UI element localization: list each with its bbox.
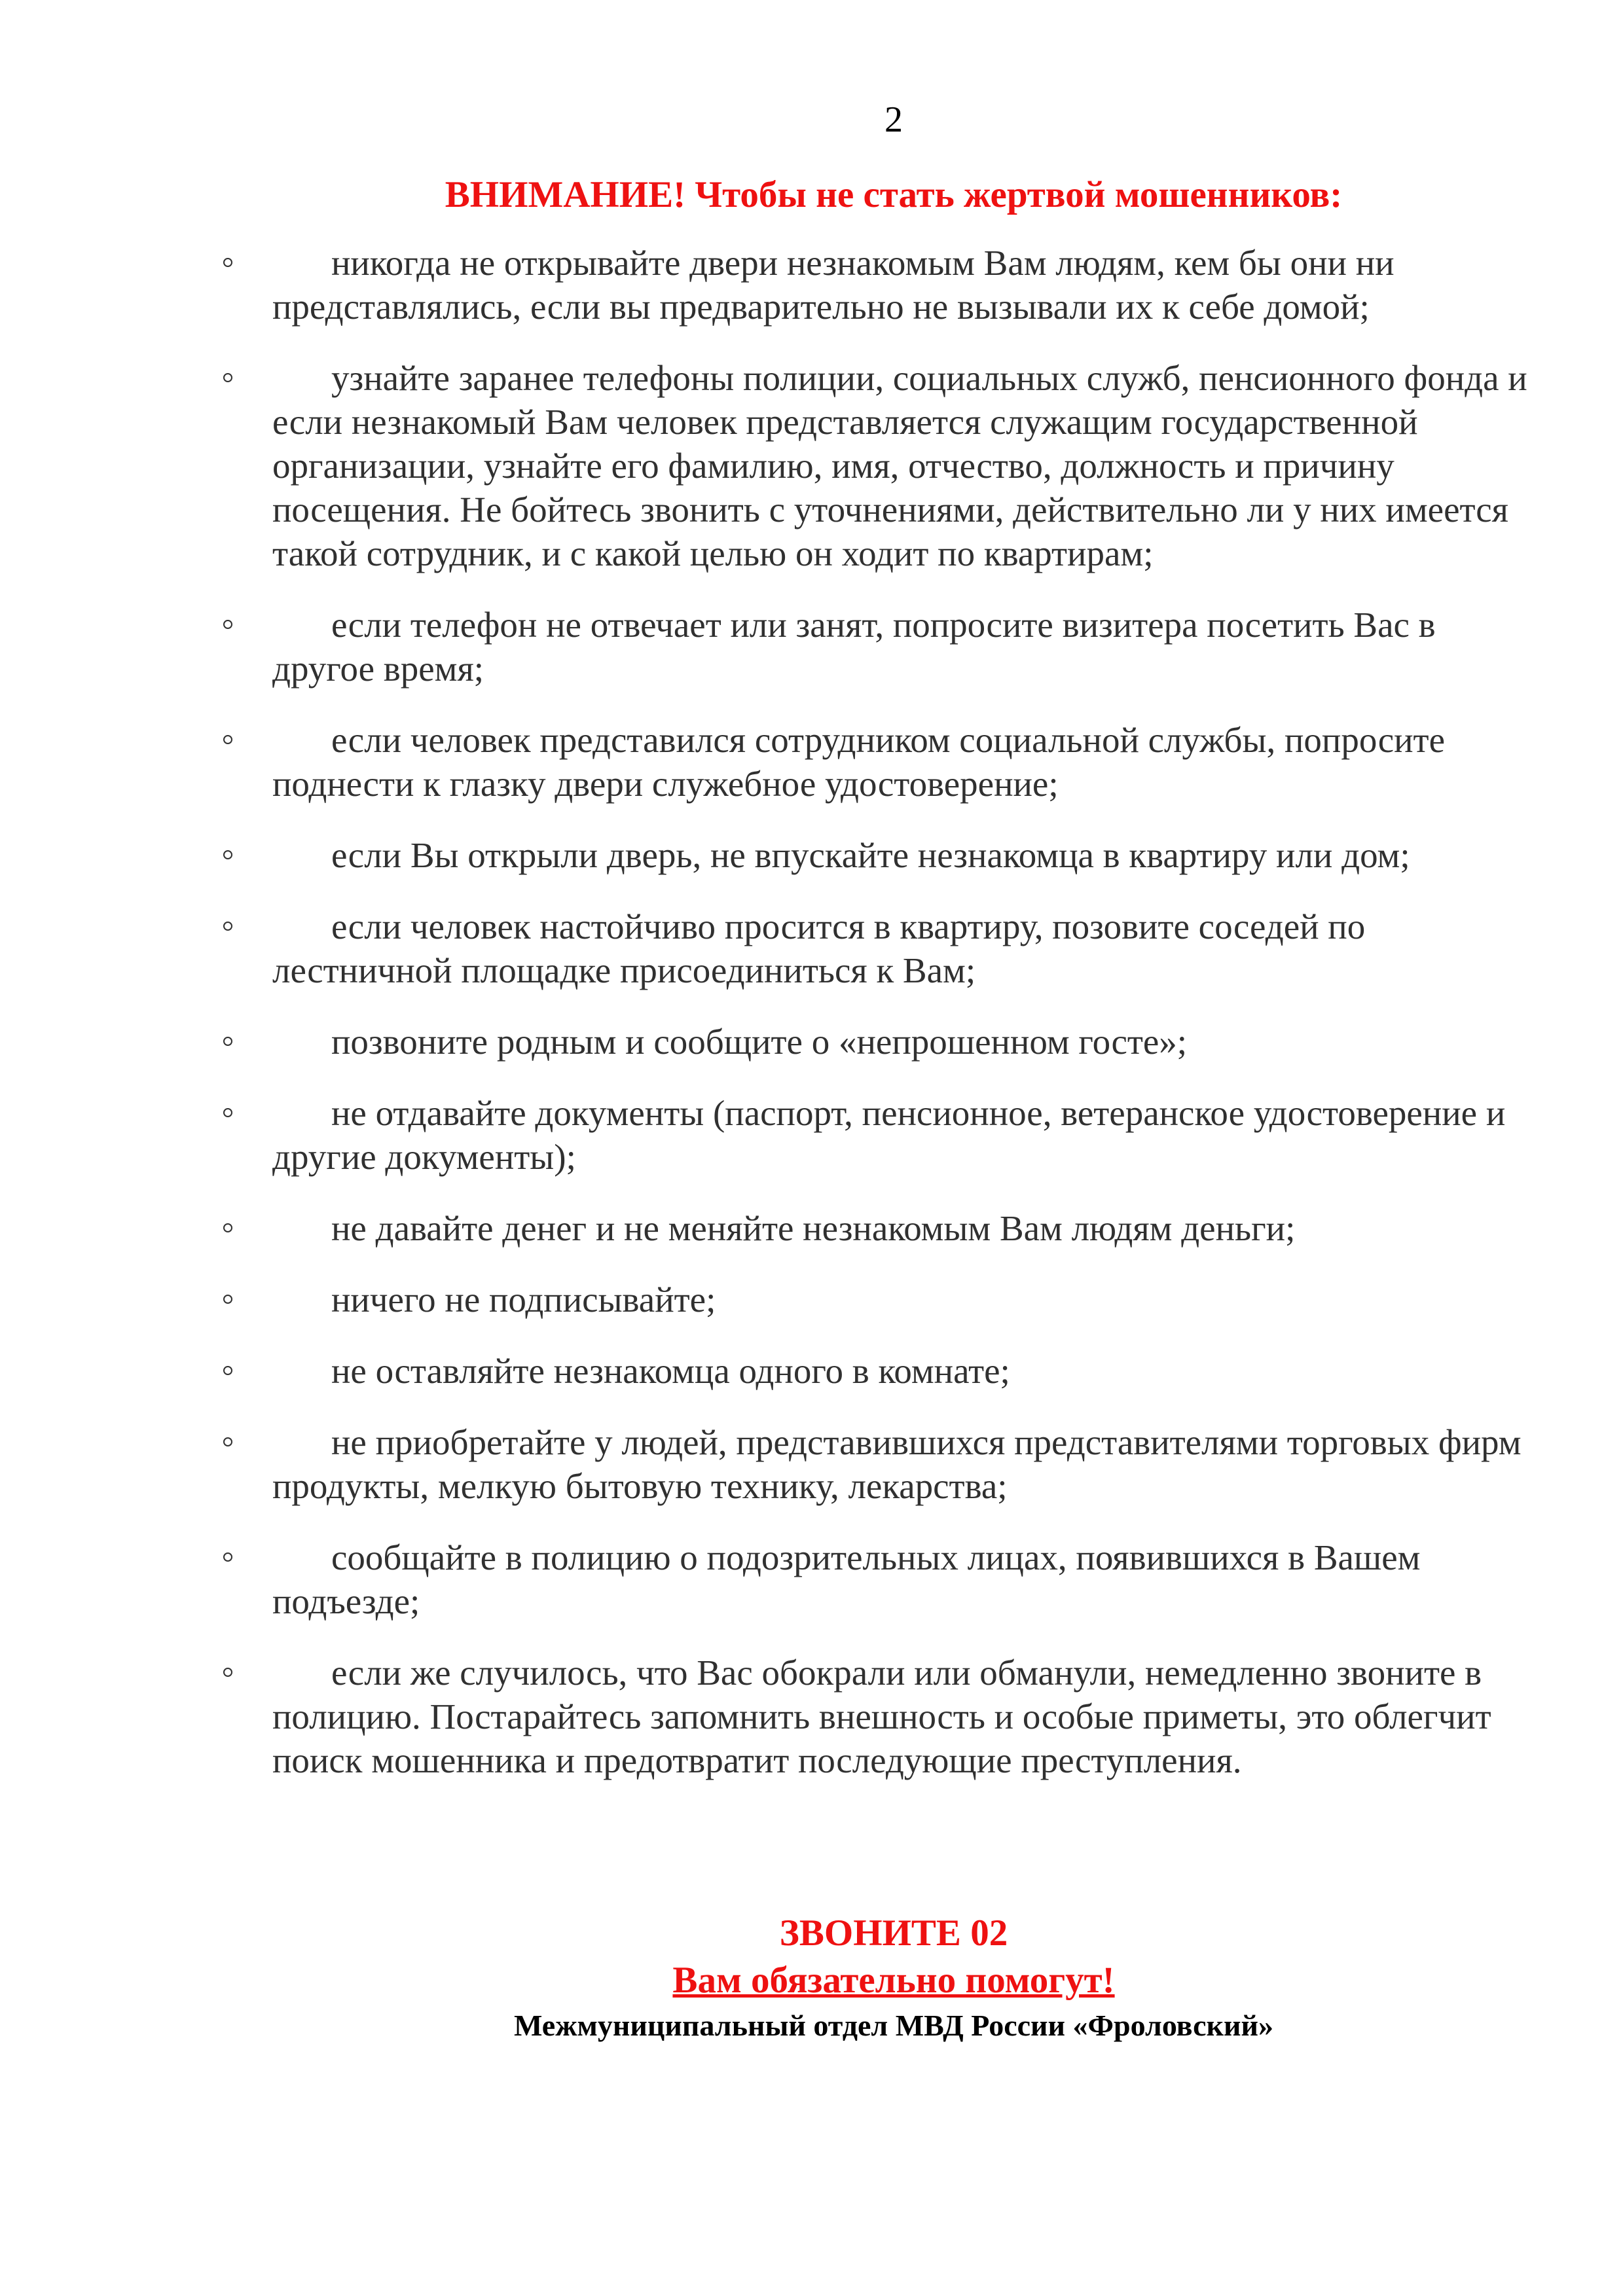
list-item-text: не оставляйте незнакомца одного в комнате; <box>331 1351 1010 1391</box>
list-item <box>0 1091 1536 1179</box>
circle-bullet-icon <box>223 922 232 931</box>
list-item <box>0 1420 1536 1508</box>
list-item <box>0 356 1536 575</box>
list-item-text: если человек настойчиво просится в квартиру, позовите соседей по лестничной площадке присоединиться к Вам; <box>272 906 1366 990</box>
circle-bullet-icon <box>223 1366 232 1375</box>
list-item-text: если Вы открыли дверь, не впускайте незнакомца в квартиру или дом; <box>331 835 1410 875</box>
list-item <box>0 603 1536 691</box>
list-item-text: позвоните родным и сообщите о «непрошенном госте»; <box>331 1022 1188 1062</box>
list-item-text: не давайте денег и не меняйте незнакомым Вам людям деньги; <box>331 1208 1296 1248</box>
circle-bullet-icon <box>223 1437 232 1446</box>
list-item <box>0 1349 1536 1393</box>
list-item-text: никогда не открывайте двери незнакомым Вам людям, кем бы они ни представлялись, если вы предварительно не вызывали их к себе домой; <box>272 243 1395 327</box>
list-item <box>0 718 1536 806</box>
list-item <box>0 833 1536 877</box>
list-item-text: если человек представился сотрудником социальной службы, попросите поднести к глазку двери служебное удостоверение; <box>272 720 1445 804</box>
circle-bullet-icon <box>223 258 232 267</box>
list-item-text: не приобретайте у людей, представившихся представителями торговых фирм продукты, мелкую бытовую технику, лекарства; <box>272 1422 1522 1506</box>
circle-bullet-icon <box>223 373 232 382</box>
list-item <box>0 1535 1536 1623</box>
list-item <box>0 905 1536 992</box>
list-item <box>0 1020 1536 1064</box>
call-subtitle: Вам обязательно помогут! <box>672 1960 1115 2001</box>
circle-bullet-icon <box>223 1223 232 1232</box>
department-name: Межмуниципальный отдел МВД России «Фроловский» <box>513 2009 1274 2042</box>
list-item-text: если же случилось, что Вас обокрали или обманули, немедленно звоните в полицию. Постарайтесь запомнить внешность и особые приметы, это облегчит поиск мошенника и предотвратит последующие преступления. <box>272 1653 1491 1780</box>
list-item-text: ничего не подписывайте; <box>331 1280 716 1319</box>
list-item <box>0 1278 1536 1321</box>
circle-bullet-icon <box>223 1295 232 1304</box>
circle-bullet-icon <box>223 1552 232 1562</box>
list-item <box>0 241 1536 329</box>
circle-bullet-icon <box>223 850 232 859</box>
list-item <box>0 1206 1536 1250</box>
circle-bullet-icon <box>223 1108 232 1117</box>
call-title: ЗВОНИТЕ 02 <box>779 1912 1008 1954</box>
list-item-text: узнайте заранее телефоны полиции, социальных служб, пенсионного фонда и если незнакомый Вам человек представляется служащим государственной организации, узнайте его фамилию, имя, отчество, должность и причину посещения. Не бойтесь звонить с уточнениями, действительно ли у них имеется такой сотрудник, и с какой целью он ходит по квартирам; <box>272 358 1527 573</box>
list-item <box>0 1651 1536 1782</box>
page-number: 2 <box>884 99 903 140</box>
list-item-text: если телефон не отвечает или занят, попросите визитера посетить Вас в другое время; <box>272 605 1436 689</box>
circle-bullet-icon <box>223 620 232 629</box>
circle-bullet-icon <box>223 1037 232 1046</box>
list-item-text: не отдавайте документы (паспорт, пенсионное, ветеранское удостоверение и другие документы); <box>272 1093 1506 1177</box>
list-item-text: сообщайте в полицию о подозрительных лицах, появившихся в Вашем подъезде; <box>272 1537 1421 1621</box>
warning-heading: ВНИМАНИЕ! Чтобы не стать жертвой мошенников: <box>445 174 1343 215</box>
circle-bullet-icon <box>223 735 232 744</box>
call-to-action <box>0 1910 1623 2047</box>
circle-bullet-icon <box>223 1668 232 1677</box>
advice-list <box>0 241 1623 1810</box>
